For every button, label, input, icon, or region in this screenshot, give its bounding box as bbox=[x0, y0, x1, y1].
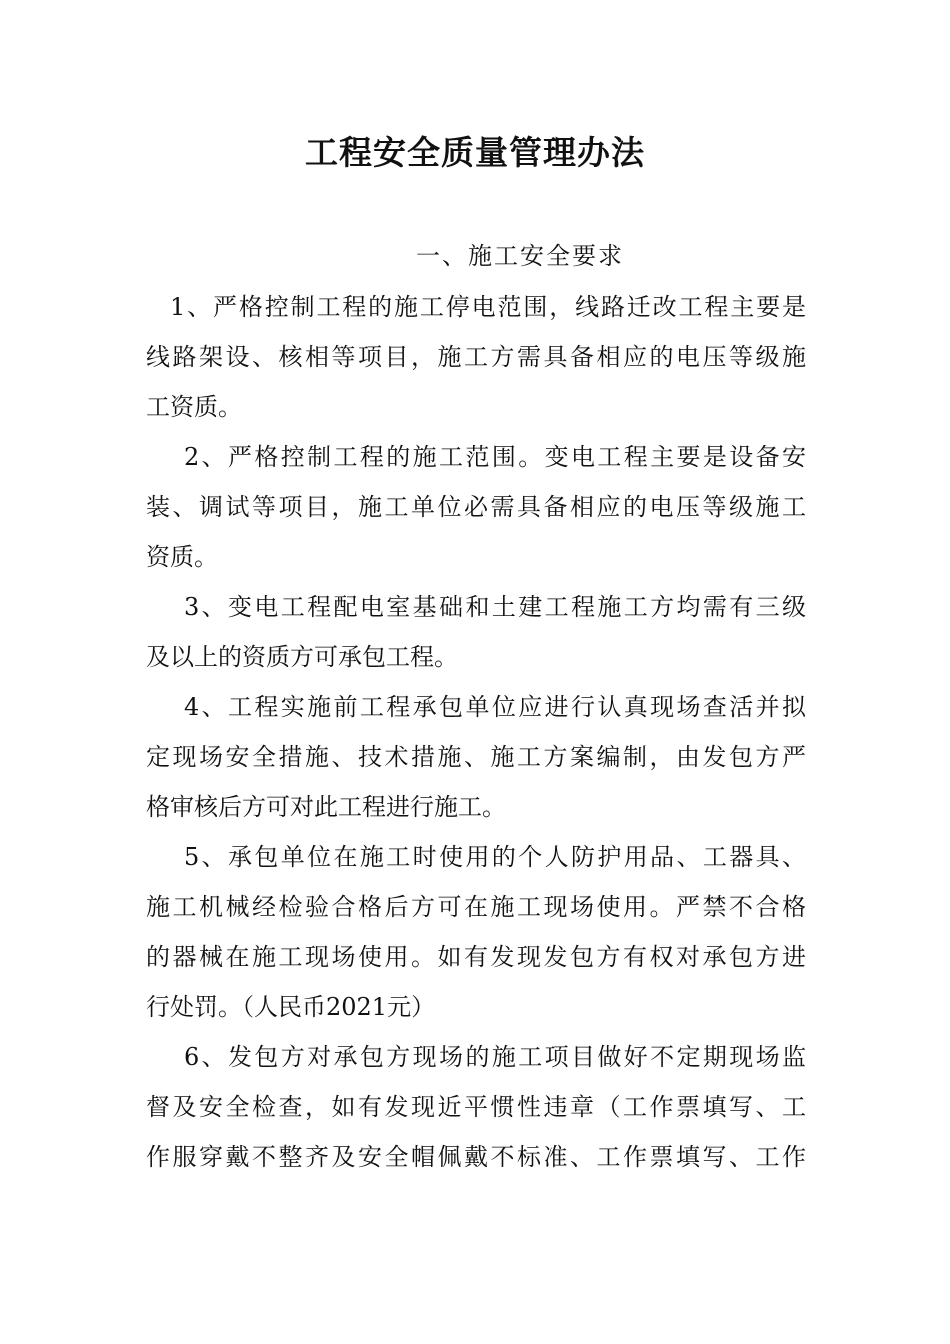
paragraph-4 bbox=[146, 682, 806, 832]
paragraph-line: 行处罚。（人民币2021元） bbox=[146, 993, 436, 1021]
paragraph-line: 定现场安全措施、技术措施、施工方案编制，由发包方严 bbox=[146, 743, 806, 771]
paragraph-line: 2、严格控制工程的施工范围。变电工程主要是设备安 bbox=[184, 443, 806, 471]
paragraph-line: 线路架设、核相等项目，施工方需具备相应的电压等级施 bbox=[146, 343, 806, 371]
paragraph-line: 资质。 bbox=[146, 543, 218, 571]
paragraph-5 bbox=[146, 832, 806, 1032]
paragraph-1 bbox=[146, 282, 806, 432]
paragraph-line: 施工机械经检验合格后方可在施工现场使用。严禁不合格 bbox=[146, 893, 806, 921]
paragraph-line: 4、工程实施前工程承包单位应进行认真现场查活并拟 bbox=[184, 693, 806, 721]
paragraph-line: 5、承包单位在施工时使用的个人防护用品、工器具、 bbox=[184, 843, 806, 871]
paragraph-2 bbox=[146, 432, 806, 582]
paragraph-line: 的器械在施工现场使用。如有发现发包方有权对承包方进 bbox=[146, 943, 806, 971]
paragraph-3 bbox=[146, 582, 806, 682]
paragraph-line: 及以上的资质方可承包工程。 bbox=[146, 643, 458, 671]
paragraph-line: 装、调试等项目，施工单位必需具备相应的电压等级施工 bbox=[146, 493, 806, 521]
section-heading: 一、施工安全要求 bbox=[416, 242, 624, 270]
paragraph-6 bbox=[146, 1032, 806, 1182]
paragraph-line: 1、严格控制工程的施工停电范围，线路迁改工程主要是 bbox=[170, 293, 806, 321]
paragraph-line: 6、发包方对承包方现场的施工项目做好不定期现场监 bbox=[184, 1043, 806, 1071]
document-title: 工程安全质量管理办法 bbox=[305, 133, 645, 172]
paragraph-line: 格审核后方可对此工程进行施工。 bbox=[146, 793, 506, 821]
paragraph-line: 作服穿戴不整齐及安全帽佩戴不标准、工作票填写、工作 bbox=[146, 1143, 806, 1171]
paragraph-line: 工资质。 bbox=[146, 393, 242, 421]
paragraph-line: 3、变电工程配电室基础和土建工程施工方均需有三级 bbox=[184, 593, 806, 621]
paragraph-line: 督及安全检查，如有发现近平惯性违章（工作票填写、工 bbox=[146, 1093, 806, 1121]
